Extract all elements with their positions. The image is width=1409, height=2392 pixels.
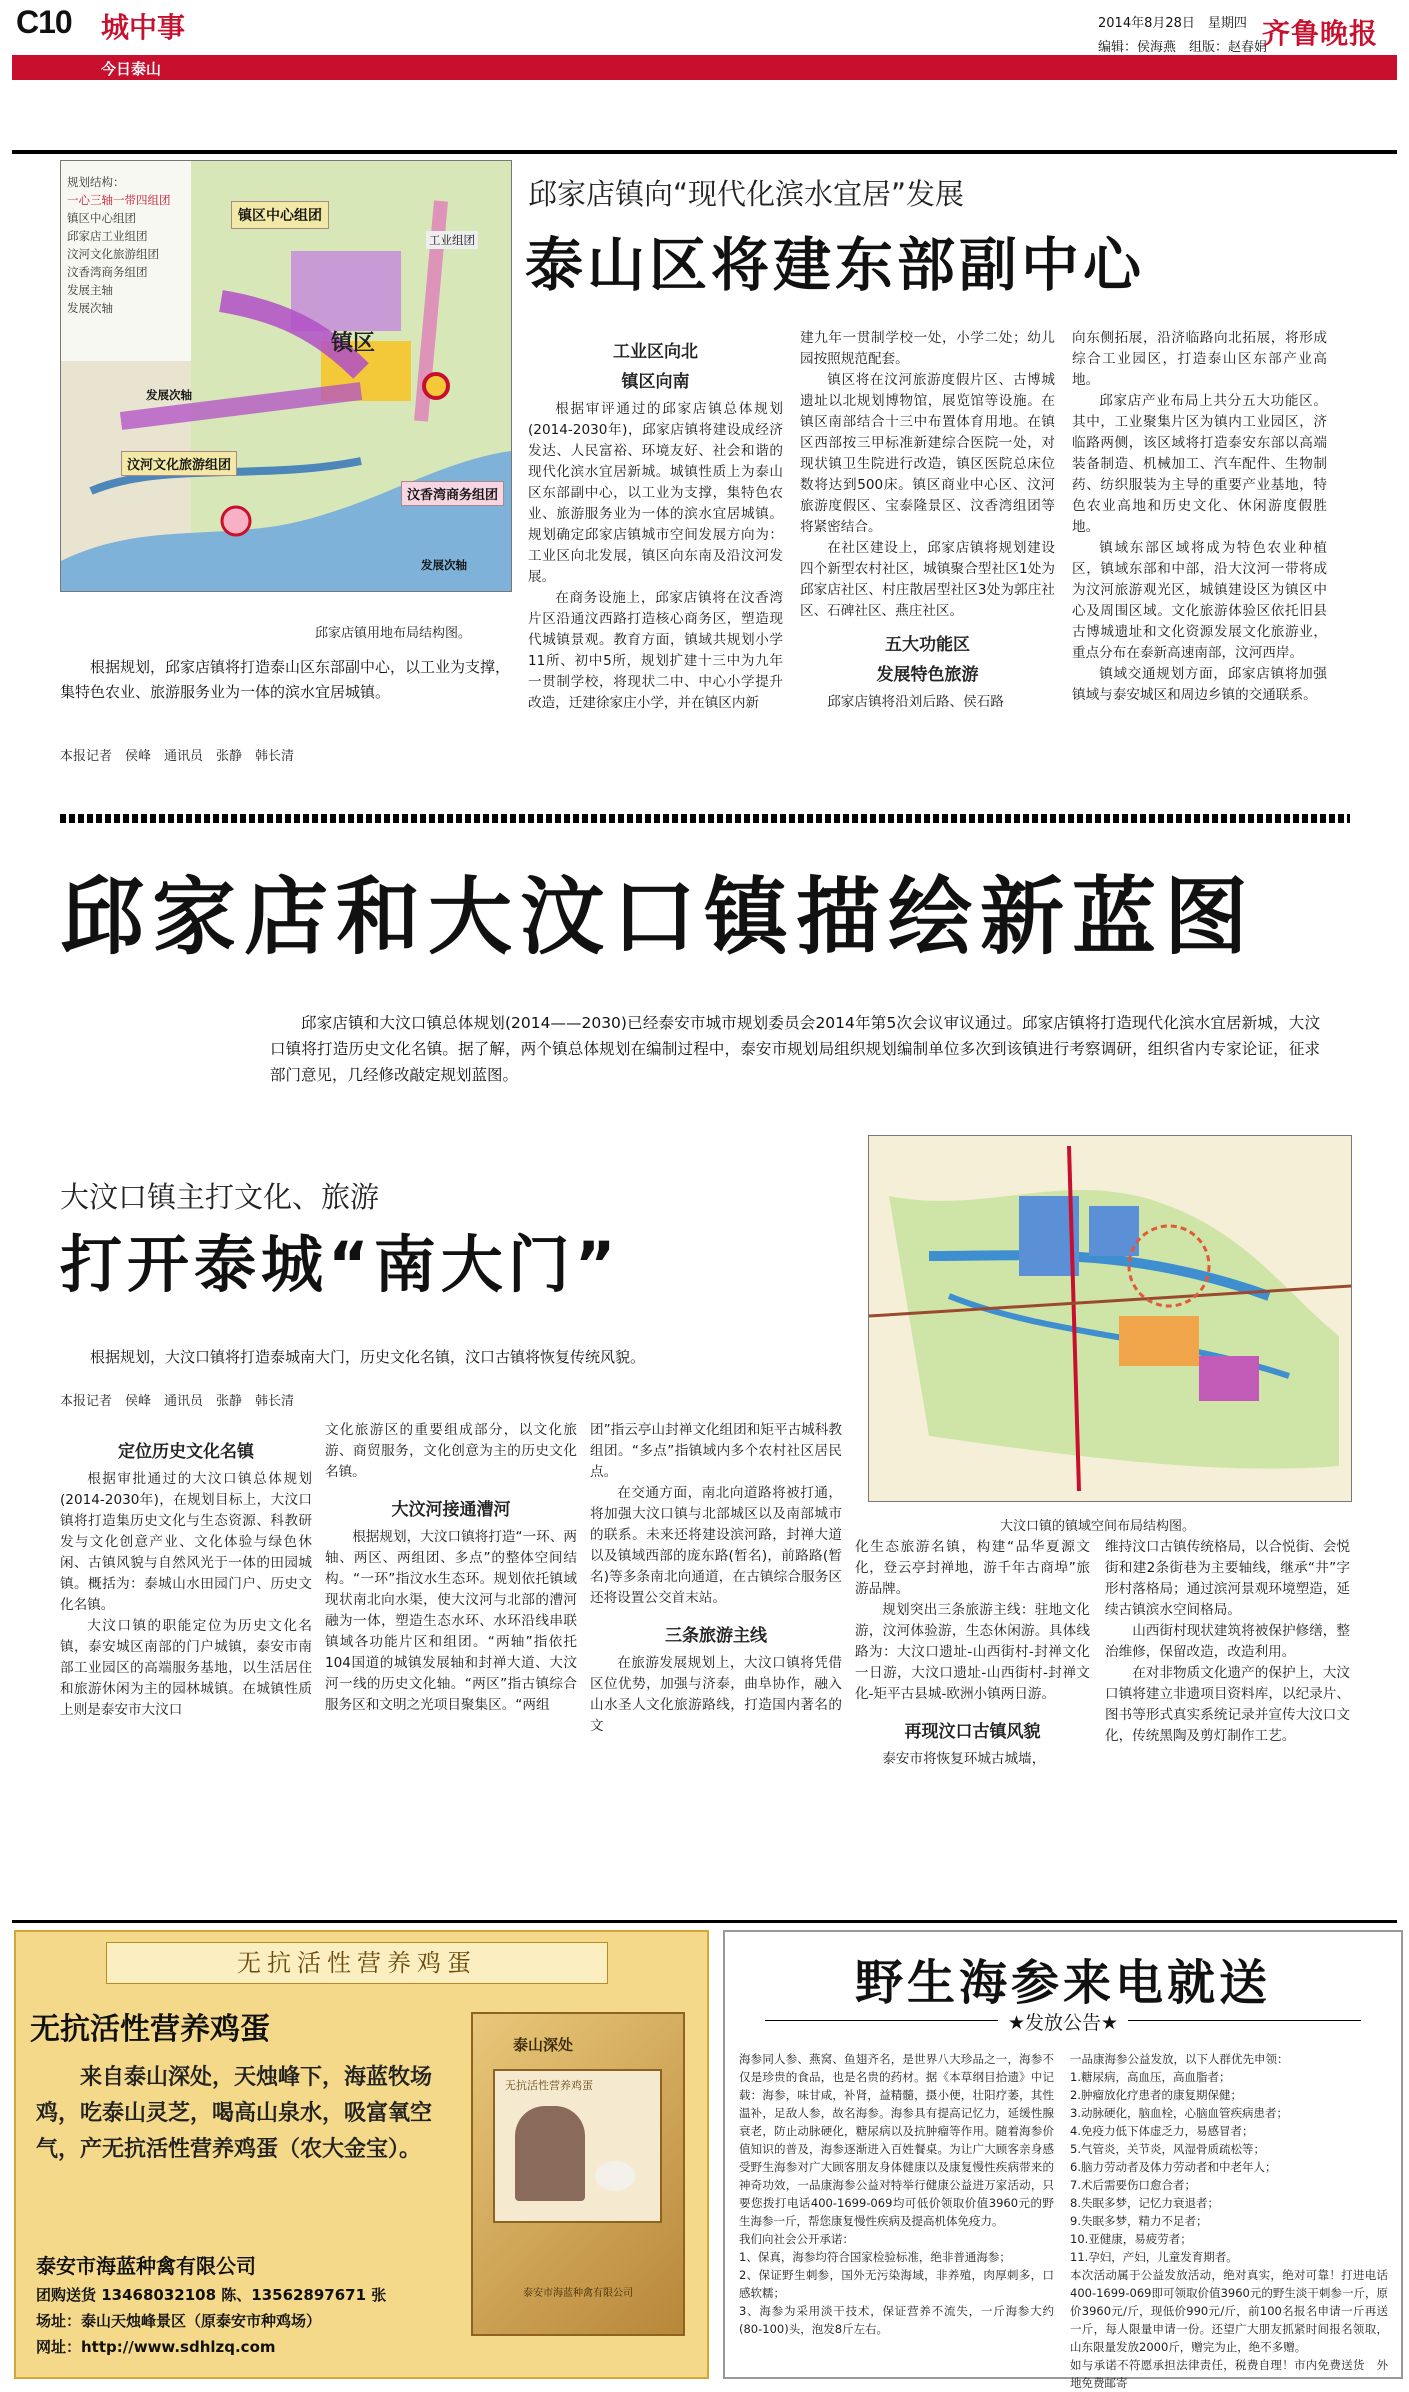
box-title: 无抗活性营养鸡蛋 bbox=[505, 2079, 593, 2092]
main-intro: 邱家店镇和大汶口镇总体规划(2014——2030)已经泰安市城市规划委员会2014年第5次会议审议通过。邱家店镇将打造现代化滨水宜居新城，大汶口镇将打造历史文化名镇。据了解，两个镇总体规划在编制过程中，泰安市规划局组织规划编制单位多次到该镇进行考察调研，组织省内专家论证，征求部门意见，几经修改敲定规划蓝图。 bbox=[270, 1014, 1320, 1084]
article2-headline: 打开泰城“南大门” bbox=[60, 1228, 621, 1301]
map-label-wenxiang: 汶香湾商务组团 bbox=[401, 481, 504, 506]
ad-title: 无抗活性营养鸡蛋 bbox=[30, 2012, 270, 2047]
map-label-axis-2: 发展次轴 bbox=[421, 558, 467, 572]
egg-box-image bbox=[471, 2012, 685, 2336]
article2-kicker: 大汶口镇主打文化、旅游 bbox=[60, 1180, 380, 1214]
ad-right-title: 野生海参来电就送 bbox=[854, 1955, 1271, 2011]
ad-right-subtitle: ★发放公告★ bbox=[998, 2012, 1128, 2034]
ad-address: 场址：泰山天烛峰景区（原泰安市种鸡场） bbox=[36, 2312, 322, 2330]
newspaper-logo: 齐鲁晚报 bbox=[1262, 17, 1379, 50]
top-rule bbox=[12, 150, 1397, 154]
section-title: 城中事 bbox=[101, 11, 186, 44]
qiujiadian-map-caption: 邱家店镇用地布局结构图。 bbox=[315, 626, 472, 641]
article2-col1: 定位历史文化名镇 根据审批通过的大汶口镇总体规划(2014-2030年)，在规划目标上，大汶口镇将打造集历史文化与生态资源、科教研发与文化创意产业、文化体验与绿色休闲、古镇风貌与自然风光于一体的田园城镇。概括为：泰城山水田园门户、历史文化名镇。 大汶口镇的职能定位为历史文化名镇，泰安城区南部的门户城镇，泰安市南部工业园区的高端服务基地，以生活居住和旅游休闲为主的园林城镇。在城镇性质上则是泰安市大汶口 bbox=[60, 1442, 312, 1718]
dawenkou-map-graphic bbox=[869, 1136, 1351, 1501]
editors-line: 编辑：侯海燕 组版：赵春娟 bbox=[1098, 40, 1268, 55]
article1-lead: 根据规划，邱家店镇将打造泰山区东部副中心，以工业为支撑，集特色农业、旅游服务业为一体的滨水宜居城镇。 bbox=[60, 658, 511, 701]
box-brand: 泰山深处 bbox=[513, 2036, 574, 2054]
ad-divider bbox=[12, 1920, 1397, 1923]
article2-col5: 维持汶口古镇传统格局，以合悦街、会悦街和建2条街巷为主要轴线，继承“井”字形村落格局；通过滨河景观环境塑造，延续古镇滨水空间格局。 山西街村现状建筑将被保护修缮，整治维修，保留改造，改造利用。 在对非物质文化遗产的保护上，大汶口镇将建立非遗项目资料库，以纪录片、图书等形式真实系统记录并宣传大汶口文化，传统黑陶及剪灯制作工艺。 bbox=[1105, 1539, 1350, 1744]
farmer-figure bbox=[515, 2106, 585, 2201]
article1-kicker: 邱家店镇向“现代化滨水宜居”发展 bbox=[528, 177, 965, 211]
qiujiadian-map bbox=[60, 160, 512, 592]
sea-cucumber-advertisement bbox=[723, 1930, 1403, 2390]
article2-lead: 根据规划，大汶口镇将打造泰城南大门，历史文化名镇，汶口古镇将恢复传统风貌。 bbox=[90, 1348, 646, 1366]
box-company: 泰安市海蓝种禽有限公司 bbox=[523, 2288, 633, 2299]
ad-phone: 团购送货 13468032108 陈、13562897671 张 bbox=[36, 2286, 387, 2304]
map-label-town: 镇区 bbox=[331, 331, 376, 356]
ad-company: 泰安市海蓝种禽有限公司 bbox=[36, 2254, 256, 2278]
ad-website: 网址：http://www.sdhlzq.com bbox=[36, 2338, 276, 2356]
dawenkou-map-caption: 大汶口镇的镇域空间布局结构图。 bbox=[1000, 1519, 1196, 1534]
main-title: 邱家店和大汶口镇描绘新蓝图 bbox=[60, 868, 1257, 966]
map-label-wenhe: 汶河文化旅游组团 bbox=[121, 451, 237, 476]
egg-shape bbox=[595, 2161, 635, 2191]
ad-banner: 无抗活性营养鸡蛋 bbox=[106, 1942, 608, 1984]
box-photo-frame bbox=[493, 2069, 662, 2223]
map-label-center: 镇区中心组团 bbox=[231, 201, 329, 229]
sub-section-title: 今日泰山 bbox=[101, 60, 162, 78]
dashed-divider bbox=[60, 814, 1350, 823]
article1-col2: 建九年一贯制学校一处，小学二处；幼儿园按照规范配套。 镇区将在汶河旅游度假片区、古博城遗址以北规划博物馆，展览馆等设施。在镇区南部结合十三中布置体育用地。在镇区西部按三甲标准新建综合医院一处，对现状镇卫生院进行改造，镇区医院总床位数将达到500床。镇区商业中心区、汶河旅游度假区、宝泰隆景区、汶香湾组团等将紧密结合。 在社区建设上，邱家店镇将规划建设四个新型农村社区，城镇聚合型社区1处为邱家店社区、村庄散居型社区3处为郭庄社区、石碑社区、燕庄社区。 五大功能区 发展特色旅游 邱家店镇将沿刘后路、侯石路 bbox=[800, 330, 1055, 710]
ad-body: 来自泰山深处，天烛峰下，海蓝牧场鸡，吃泰山灵芝，喝高山泉水，吸富氧空气，产无抗活性营养鸡蛋（农大金宝）。 bbox=[36, 2065, 433, 2162]
article2-byline: 本报记者 侯峰 通讯员 张静 韩长清 bbox=[60, 1394, 295, 1409]
dawenkou-map bbox=[868, 1135, 1352, 1502]
article1-col1: 工业区向北 镇区向南 根据审评通过的邱家店镇总体规划(2014-2030年)，邱家店镇将建设成经济发达、人民富裕、环境友好、社会和谐的现代化滨水宜居新城。城镇性质上为泰山区东部副中心，以工业为支撑，集特色农业、旅游服务业为一体的滨水宜居城镇。规划确定邱家店镇城市空间发展方向为：工业区向北发展，镇区向东南及沿汶河发展。 在商务设施上，邱家店镇将在汶香湾片区沿通汶西路打造核心商务区，塑造现代城镇景观。教育方面，镇域共规划小学11所、初中5所，规划扩建十三中为九年一贯制学校，将现状二中、中心小学提升改造，迁建徐家庄小学，并在镇区内新 bbox=[528, 342, 783, 711]
map-label-axis: 发展次轴 bbox=[146, 388, 192, 402]
article1-headline: 泰山区将建东部副中心 bbox=[525, 231, 1146, 299]
article2-col2: 文化旅游区的重要组成部分，以文化旅游、商贸服务，文化创意为主的历史文化名镇。 大汶河接通漕河 根据规划，大汶口镇将打造“一环、两轴、两区、两组团、多点”的整体空间结构。“一环”指汶水生态环。规划依托镇域现状南北向水渠，使大汶河与北部的漕河融为一体，塑造生态水环、水环沿线串联镇域各功能片区和组团。“两轴”指依托104国道的城镇发展轴和封禅大道、大汶河一线的历史文化轴。“两区”指古镇综合服务区和文明之光项目聚集区。“两组 bbox=[325, 1422, 577, 1713]
article1-col3: 向东侧拓展，沿济临路向北拓展，将形成综合工业园区，打造泰山区东部产业高地。 邱家店产业布局上共分五大功能区。其中，工业聚集片区为镇内工业园区，济临路两侧，该区域将打造泰安东部以高端装备制造、机械加工、汽车配件、生物制药、纺织服装为主导的重要产业基地，特色农业高地和历史文化、休闲游度假胜地。 镇域东部区域将成为特色农业种植区，镇域东部和中部，沿大汶河一带将成为汶河旅游观光区，城镇建设区为镇区中心及周围区域。文化旅游体验区依托旧县古博城遗址和文化资源发展文化旅游业，重点分布在泰新高速南部，汶河西岸。 镇域交通规划方面，邱家店镇将加强镇域与泰安城区和周边乡镇的交通联系。 bbox=[1072, 330, 1327, 703]
page-number: C10 bbox=[16, 4, 72, 40]
map-label-industry: 工业组团 bbox=[426, 231, 478, 249]
ad-right-col1: 海参同人参、燕窝、鱼翅齐名，是世界八大珍品之一，海参不仅是珍贵的食品，也是名贵的药材。据《本草纲目拾遗》中记载：海参，味甘咸，补肾，益精髓，摄小便，壮阳疗萎，其性温补，足敌人参，故名海参。海参具有提高记忆力，延缓性腺衰老，防止动脉硬化，糖尿病以及抗肿瘤等作用。随着海参价值知识的普及，海参逐渐进入百姓餐桌。为让广大顾客亲身感受野生海参对广大顾客朋友身体健康以及康复慢性疾病带来的神奇功效，一品康海参公益对特举行健康公益进万家活动，只要您拨打电话400-1699-069均可低价领取价值3960元的野生海参一斤，帮您康复慢性疾病及提高机体免疫力。 我们向社会公开承诺： 1、保真，海参均符合国家检验标准，绝非普通海参； 2、保证野生刺参，国外无污染海域，非养殖，肉厚刺多，口感软糯； 3、海参为采用淡干技术，保证营养不流失，一斤海参大约(80-100)头，泡发8斤左右。 bbox=[739, 2052, 1054, 2336]
article2-col4: 化生态旅游名镇，构建“品华夏源文化，登云亭封禅地，游千年古商埠”旅游品牌。 规划突出三条旅游主线：驻地文化游，汶河体验游，生态休闲游。具体线路为：大汶口遗址-山西街村-封禅文化一日游，大汶口遗址-山西街村-封禅文化-矩平古县城-欧洲小镇两日游。 再现汶口古镇风貌 泰安市将恢复环城古城墙， bbox=[855, 1539, 1090, 1767]
ad-right-col2: 一品康海参公益发放，以下人群优先申领： 1.糖尿病，高血压，高血脂者； 2.肿瘤放化疗患者的康复期保健； 3.动脉硬化，脑血栓，心脑血管疾病患者； 4.免疫力低下体虚乏力，易感冒者； 5.气管炎，关节炎，风湿骨质疏松等； 6.脑力劳动者及体力劳动者和中老年人； 7.术后需要伤口愈合者； 8.失眠多梦，记忆力衰退者； 9.失眠多梦，精力不足者； 10.亚健康，易疲劳者； 11.孕妇，产妇，儿童发育期者。 本次活动属于公益发放活动，绝对真实，绝对可靠！打进电话400-1699-069即可领取价值3960元的野生淡干刺参一斤，原价3960元/斤，现低价990元/斤，前100名报名申请一斤再送一斤，每人限量申请一份。还望广大朋友抓紧时间报名领取，山东限量发放2000斤，赠完为止，绝不多赠。 如与承诺不符愿承担法律责任，税费自理！市内免费送货 外地免费邮寄 bbox=[1070, 2052, 1388, 2390]
article2-col3: 团”指云亭山封禅文化组团和矩平古城科教组团。“多点”指镇域内多个农村社区居民点。 在交通方面，南北向道路将被打通，将加强大汶口镇与北部城区以及南部城市的联系。未来还将建设滨河路，封禅大道以及镇域西部的庞东路(暂名)，前路路(暂名)等多条南北向通道，在古镇综合服务区还将设置公交首末站。 三条旅游主线 在旅游发展规划上，大汶口镇将凭借区位优势，加强与济泰，曲阜协作，融入山水圣人文化旅游路线，打造国内著名的文 bbox=[590, 1422, 842, 1734]
egg-advertisement bbox=[14, 1930, 709, 2379]
article1-byline: 本报记者 侯峰 通讯员 张静 韩长清 bbox=[60, 749, 295, 764]
section-bar bbox=[12, 55, 1397, 80]
map-legend: 规划结构： 一心三轴一带四组团 镇区中心组团 邱家店工业组团 汶河文化旅游组团 汶香湾商务组团 发展主轴 发展次轴 bbox=[67, 175, 171, 315]
issue-date: 2014年8月28日 星期四 bbox=[1098, 16, 1247, 31]
